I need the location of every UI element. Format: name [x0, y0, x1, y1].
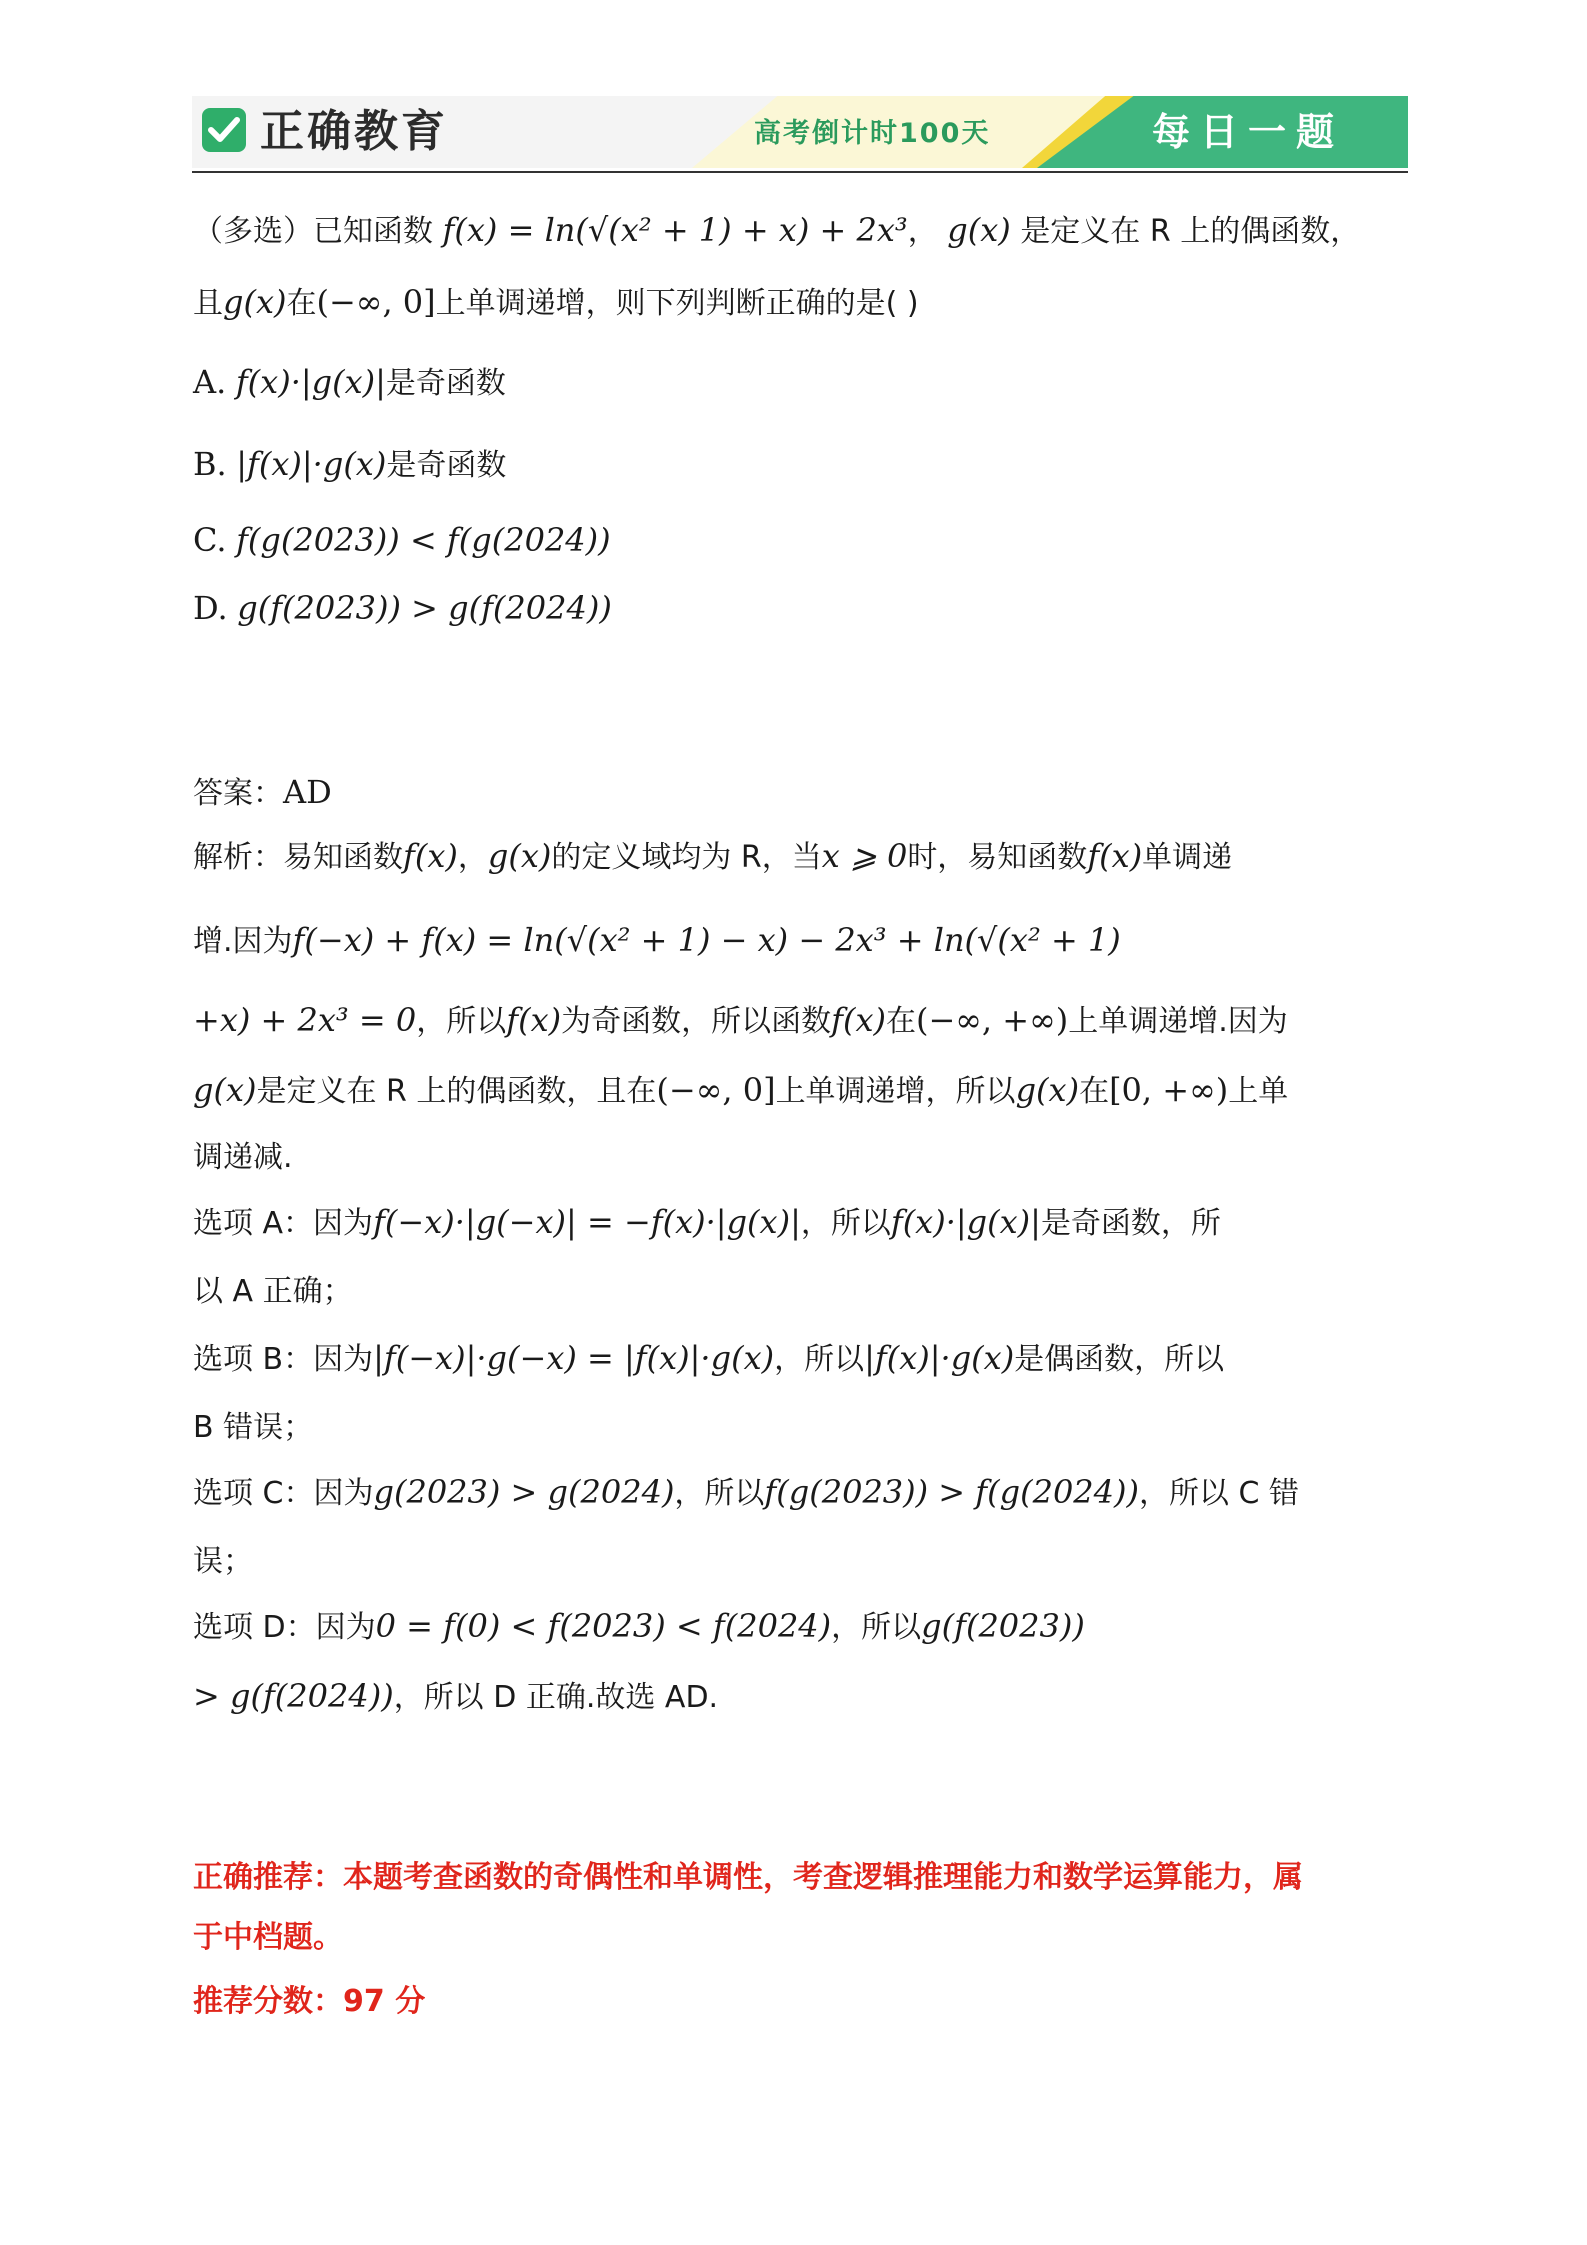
- score-label: 推荐分数：: [193, 1984, 343, 2019]
- formula: f(x): [1087, 837, 1143, 875]
- analysis-text: ，: [457, 840, 488, 875]
- formula: g(f(2023)): [921, 1607, 1085, 1645]
- analysis-text: ，所以: [416, 1004, 507, 1039]
- option-label: D.: [193, 589, 228, 627]
- formula: x ⩾ 0: [821, 837, 908, 875]
- recommend-line-1: 正确推荐：本题考查函数的奇偶性和单调性，考查逻辑推理能力和数学运算能力，属: [193, 1860, 1303, 1895]
- answer-value: AD: [283, 773, 332, 811]
- formula: |f(−x)|·g(−x) = |f(x)|·g(x): [373, 1339, 775, 1377]
- analysis-text: B 错误；: [193, 1410, 314, 1445]
- analysis-text: 解析：易知函数: [193, 840, 403, 875]
- analysis-option-a-line-2: [193, 1270, 353, 1314]
- recommend-line-2: 于中档题。: [193, 1920, 343, 1955]
- analysis-text: 调递减.: [193, 1140, 293, 1175]
- analysis-option-b-line-1: [193, 1336, 1224, 1382]
- formula: g(x): [487, 837, 552, 875]
- question-line-1: [193, 208, 1360, 254]
- formula: f(−x)·|g(−x)| = −f(x)·|g(x)|: [373, 1203, 801, 1241]
- question-text: 且: [193, 286, 223, 321]
- formula: f(x): [403, 837, 458, 875]
- answer-label: 答案：: [193, 776, 283, 811]
- analysis-text: 以 A 正确；: [193, 1274, 353, 1309]
- analysis-text: 选项 D：因为: [193, 1610, 376, 1645]
- option-formula: f(x)·|g(x)|: [235, 363, 386, 401]
- checkmark-icon: [202, 108, 246, 152]
- formula: f(x): [506, 1001, 562, 1039]
- option-label: B.: [193, 445, 227, 483]
- analysis-text: 是定义在 R 上的偶函数，且在: [256, 1074, 657, 1109]
- option-formula: |f(x)|·g(x): [236, 445, 387, 483]
- question-line-2: [193, 280, 919, 326]
- formula: f(−x) + f(x) = ln(√(x² + 1) − x) − 2x³ + ln(√(x² + 1): [292, 921, 1121, 959]
- formula: |f(x)|·g(x): [864, 1339, 1015, 1377]
- analysis-text: ，所以: [674, 1476, 765, 1511]
- analysis-text: ，所以: [800, 1206, 891, 1241]
- analysis-text: 增.因为: [193, 924, 293, 959]
- analysis-text: 在: [1079, 1074, 1110, 1109]
- analysis-line-3: [193, 998, 1288, 1044]
- score-value: 97 分: [343, 1984, 426, 2019]
- question-text: 上单调递增，则下列判断正确的是( ): [435, 286, 919, 321]
- analysis-text: 的定义域均为 R，当: [551, 840, 822, 875]
- answer-line: [193, 770, 332, 816]
- analysis-option-a-line-1: [193, 1200, 1221, 1246]
- question-text: 在: [286, 286, 317, 321]
- option-text: 是奇函数: [385, 366, 506, 401]
- formula: g(x): [193, 1071, 257, 1109]
- interval: (−∞, 0]: [656, 1071, 776, 1109]
- header-banner: [192, 96, 1408, 168]
- analysis-line-1: [193, 834, 1232, 880]
- analysis-text: ，所以: [831, 1610, 922, 1645]
- analysis-option-c-line-2: [193, 1540, 253, 1584]
- analysis-option-c-line-1: [193, 1470, 1299, 1516]
- function-f-definition: f(x) = ln(√(x² + 1) + x) + 2x³: [442, 211, 908, 249]
- formula: f(x): [831, 1001, 886, 1039]
- interval: (−∞, 0]: [316, 283, 436, 321]
- analysis-line-5: [193, 1136, 293, 1180]
- option-c: [193, 518, 611, 564]
- analysis-text: 上单调递增.因为: [1068, 1004, 1288, 1039]
- option-a: [193, 360, 506, 406]
- analysis-text: 选项 C：因为: [193, 1476, 374, 1511]
- analysis-text: 选项 B：因为: [193, 1342, 374, 1377]
- question-condition: 是定义在 R 上的偶函数，: [1020, 214, 1361, 249]
- analysis-line-2: [193, 918, 1121, 964]
- analysis-text: 误；: [193, 1544, 253, 1579]
- formula: g(x): [1015, 1071, 1080, 1109]
- analysis-text: 是偶函数，所以: [1014, 1342, 1225, 1377]
- option-label: A.: [193, 363, 227, 401]
- brand-name: 正确教育: [260, 106, 448, 157]
- recommend-score: [193, 1980, 425, 2024]
- interval: [0, +∞): [1109, 1071, 1229, 1109]
- countdown-text: 高考倒计时100天: [754, 118, 991, 149]
- interval: (−∞, +∞): [915, 1001, 1069, 1039]
- function-g: g(x): [223, 283, 287, 321]
- formula: f(x)·|g(x)|: [890, 1203, 1041, 1241]
- analysis-text: 上单: [1228, 1074, 1289, 1109]
- analysis-text: ，所以 D 正确.故选 AD.: [393, 1680, 719, 1715]
- option-formula: f(g(2023)) < f(g(2024)): [236, 521, 611, 559]
- formula: f(g(2023)) > f(g(2024)): [764, 1473, 1139, 1511]
- formula: 0 = f(0) < f(2023) < f(2024): [375, 1607, 832, 1645]
- option-d: [193, 586, 612, 632]
- option-label: C.: [193, 521, 227, 559]
- analysis-text: 在: [885, 1004, 916, 1039]
- formula: > g(f(2024)): [193, 1677, 394, 1715]
- analysis-option-d-line-2: [193, 1674, 718, 1720]
- analysis-text: 是奇函数，所: [1040, 1206, 1221, 1241]
- option-formula: g(f(2023)) > g(f(2024)): [237, 589, 612, 627]
- analysis-text: 单调递: [1142, 840, 1233, 875]
- daily-question-title: 每日一题: [1152, 110, 1345, 154]
- option-text: 是奇函数: [386, 448, 507, 483]
- function-g: g(x): [947, 211, 1011, 249]
- analysis-text: ，所以 C 错: [1138, 1476, 1300, 1511]
- analysis-text: 选项 A：因为: [193, 1206, 374, 1241]
- formula: g(2023) > g(2024): [373, 1473, 675, 1511]
- formula: +x) + 2x³ = 0: [193, 1001, 417, 1039]
- header-divider: [192, 171, 1408, 173]
- analysis-option-b-line-2: [193, 1406, 313, 1450]
- analysis-text: ，所以: [774, 1342, 865, 1377]
- separator: ，: [907, 214, 938, 249]
- option-b: [193, 442, 506, 488]
- analysis-option-d-line-1: [193, 1604, 1085, 1650]
- question-prefix: （多选）已知函数: [193, 214, 433, 249]
- analysis-line-4: [193, 1068, 1288, 1114]
- analysis-text: 上单调递增，所以: [775, 1074, 1016, 1109]
- analysis-text: 为奇函数，所以函数: [561, 1004, 832, 1039]
- analysis-text: 时，易知函数: [907, 840, 1088, 875]
